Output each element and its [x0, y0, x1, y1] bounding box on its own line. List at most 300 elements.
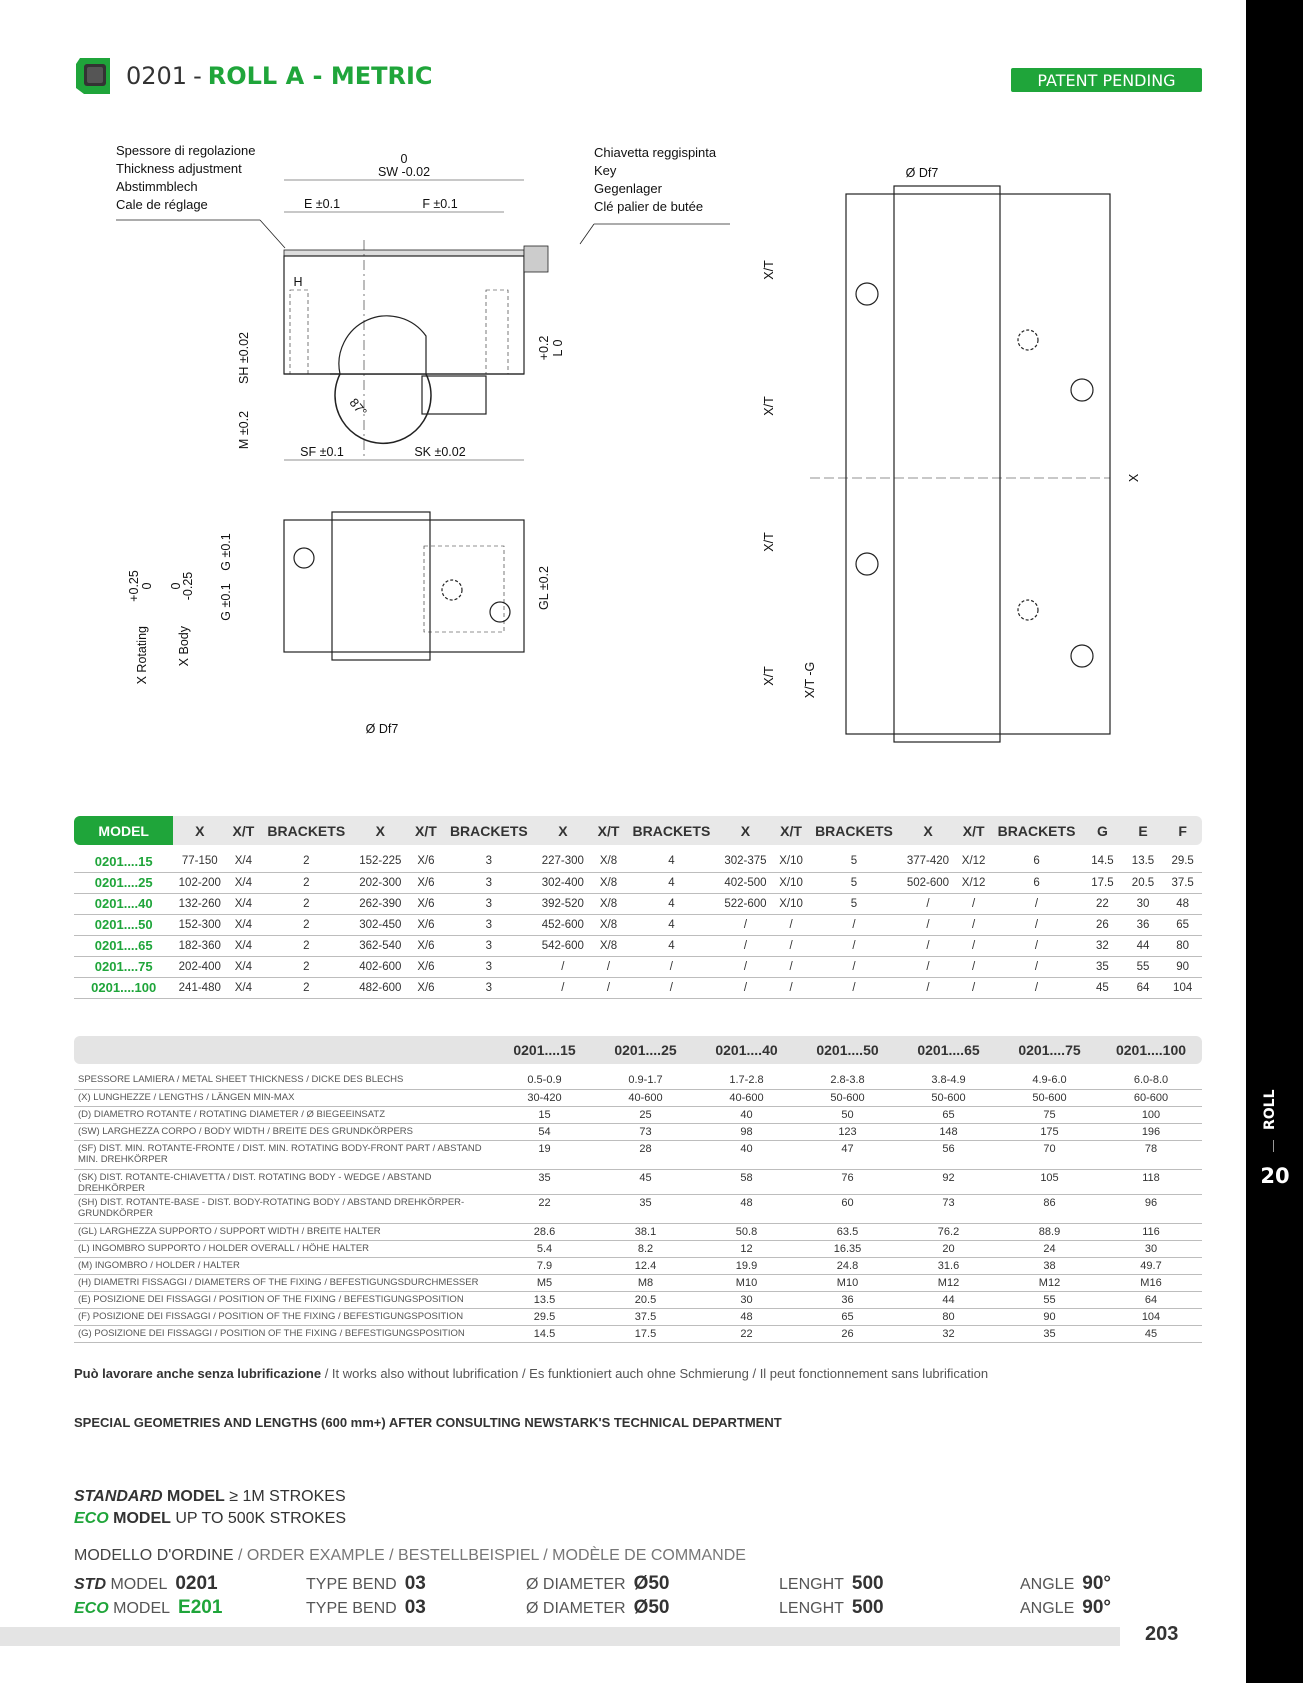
spec-label-cell: (E) POSIZIONE DEI FISSAGGI / POSITION OF THE FIXING / BEFESTIGUNGSPOSITION: [74, 1291, 494, 1308]
table-cell: 2: [261, 914, 352, 935]
top-view: [284, 512, 524, 660]
callout-right: [594, 145, 717, 214]
spec-value-cell: 6.0-8.0: [1100, 1072, 1202, 1089]
spec-value-cell: 75: [999, 1106, 1100, 1123]
model-code-cell: 0201....65: [74, 935, 173, 956]
svg-text:L 0: L 0: [551, 339, 565, 357]
table-cell: /: [991, 935, 1082, 956]
table-row: [74, 1325, 1202, 1342]
table-cell: 377-420: [900, 851, 957, 872]
spec-value-cell: M8: [595, 1274, 696, 1291]
svg-text:SK ±0.02: SK ±0.02: [414, 445, 466, 459]
svg-text:X/T: X/T: [762, 396, 776, 416]
table-cell: 44: [1123, 935, 1164, 956]
table-cell: 14.5: [1082, 851, 1123, 872]
table-cell: 4: [626, 851, 717, 872]
table-cell: /: [956, 914, 990, 935]
table-cell: 3: [443, 914, 534, 935]
table-cell: X/6: [409, 956, 443, 977]
table-cell: /: [534, 956, 591, 977]
table-cell: /: [808, 977, 899, 998]
table-cell: X/4: [226, 872, 260, 893]
model-code-cell: 0201....75: [74, 956, 173, 977]
spec-value-cell: 22: [696, 1325, 797, 1342]
table-row: [74, 893, 1202, 914]
table-cell: 2: [261, 851, 352, 872]
spec-value-cell: 40: [696, 1106, 797, 1123]
spec-value-cell: 28.6: [494, 1223, 595, 1240]
spec-value-cell: 30-420: [494, 1089, 595, 1106]
table-row: [74, 956, 1202, 977]
table-cell: 3: [443, 956, 534, 977]
table-cell: /: [956, 977, 990, 998]
table-cell: 20.5: [1123, 872, 1164, 893]
spec-value-cell: 98: [696, 1123, 797, 1140]
model-code-cell: 0201....100: [74, 977, 173, 998]
spec-value-cell: 104: [1100, 1308, 1202, 1325]
spec-label-cell: (F) POSIZIONE DEI FISSAGGI / POSITION OF THE FIXING / BEFESTIGUNGSPOSITION: [74, 1308, 494, 1325]
table-cell: 30: [1123, 893, 1164, 914]
spec-value-cell: 118: [1100, 1169, 1202, 1194]
svg-text:F ±0.1: F ±0.1: [422, 197, 458, 211]
table-cell: /: [626, 956, 717, 977]
svg-text:Ø Df7: Ø Df7: [905, 166, 939, 180]
table-cell: 402-600: [352, 956, 409, 977]
table-row: [74, 1274, 1202, 1291]
table-cell: /: [808, 935, 899, 956]
spec-value-cell: 37.5: [595, 1308, 696, 1325]
table-cell: 182-360: [173, 935, 226, 956]
spec-value-cell: 24.8: [797, 1257, 898, 1274]
spec-value-cell: 45: [595, 1169, 696, 1194]
svg-text:+0.2: +0.2: [537, 335, 551, 361]
table-cell: 502-600: [900, 872, 957, 893]
spec-label-cell: (SK) DIST. ROTANTE-CHIAVETTA / DIST. ROTATING BODY - WEDGE / ABSTAND DREHKÖRPER: [74, 1169, 494, 1194]
svg-text:SH ±0.02: SH ±0.02: [237, 331, 251, 385]
spec-value-cell: 40: [696, 1140, 797, 1169]
spec-value-cell: 56: [898, 1140, 999, 1169]
table-cell: 452-600: [534, 914, 591, 935]
svg-text:SW -0.02: SW -0.02: [377, 165, 431, 179]
spec-value-cell: M10: [797, 1274, 898, 1291]
table-cell: 132-260: [173, 893, 226, 914]
spec-value-cell: 100: [1100, 1106, 1202, 1123]
table-row: [74, 1106, 1202, 1123]
spec-value-cell: 38: [999, 1257, 1100, 1274]
table-cell: X/6: [409, 872, 443, 893]
table-cell: X/10: [774, 851, 808, 872]
table-cell: 13.5: [1123, 851, 1164, 872]
spec-value-cell: 76.2: [898, 1223, 999, 1240]
table-cell: 302-375: [717, 851, 774, 872]
lubrication-note-main: Può lavorare anche senza lubrificazione: [74, 1366, 322, 1381]
svg-text:G ±0.1: G ±0.1: [219, 533, 233, 571]
svg-text:X Rotating: X Rotating: [135, 626, 149, 685]
table-cell: X/10: [774, 893, 808, 914]
specs-table: [74, 1036, 1202, 1343]
table-cell: 3: [443, 893, 534, 914]
brackets-table-header: MODEL X X/T BRACKETS X X/T BRACKETS X X/T BRACKETS X X/T BRACKETS X X/T BRACKETS G E F: [74, 816, 1202, 845]
table-cell: 3: [443, 977, 534, 998]
table-cell: 152-300: [173, 914, 226, 935]
spec-value-cell: 29.5: [494, 1308, 595, 1325]
spec-value-cell: 7.9: [494, 1257, 595, 1274]
spec-value-cell: 5.4: [494, 1240, 595, 1257]
table-cell: /: [956, 893, 990, 914]
spec-value-cell: 116: [1100, 1223, 1202, 1240]
spec-value-cell: 20.5: [595, 1291, 696, 1308]
table-cell: X/8: [591, 935, 625, 956]
order-row-eco: ECO MODEL E201 TYPE BEND 03 Ø DIAMETER Ø50 LENGHT 500 ANGLE 90°: [74, 1597, 1111, 1618]
model-code-cell: 0201....40: [74, 893, 173, 914]
spec-value-cell: 92: [898, 1169, 999, 1194]
spec-value-cell: 50: [797, 1106, 898, 1123]
svg-text:M ±0.2: M ±0.2: [237, 410, 251, 450]
table-cell: 152-225: [352, 851, 409, 872]
brand-logo-icon: [74, 54, 116, 98]
svg-text:Ø Df7: Ø Df7: [365, 722, 399, 736]
spec-value-cell: 47: [797, 1140, 898, 1169]
spec-value-cell: 30: [1100, 1240, 1202, 1257]
spec-label-cell: SPESSORE LAMIERA / METAL SHEET THICKNESS / DICKE DES BLECHS: [74, 1072, 494, 1089]
spec-value-cell: 78: [1100, 1140, 1202, 1169]
spec-value-cell: 80: [898, 1308, 999, 1325]
page-title-dash: -: [193, 62, 202, 90]
svg-text:87°: 87°: [346, 395, 370, 420]
spec-value-cell: M10: [696, 1274, 797, 1291]
svg-text:Thickness adjustment: Thickness adjustment: [116, 161, 242, 176]
table-row: [74, 1240, 1202, 1257]
spec-value-cell: 123: [797, 1123, 898, 1140]
table-cell: 32: [1082, 935, 1123, 956]
table-cell: /: [991, 956, 1082, 977]
spec-label-cell: (GL) LARGHEZZA SUPPORTO / SUPPORT WIDTH / BREITE HALTER: [74, 1223, 494, 1240]
spec-value-cell: 17.5: [595, 1325, 696, 1342]
special-geometries-note: SPECIAL GEOMETRIES AND LENGTHS (600 mm+) AFTER CONSULTING NEWSTARK'S TECHNICAL DEPARTMENT: [74, 1415, 782, 1430]
table-cell: 45: [1082, 977, 1123, 998]
table-cell: X/8: [591, 851, 625, 872]
table-row: [74, 914, 1202, 935]
spec-label-cell: (X) LUNGHEZZE / LENGTHS / LÄNGEN MIN-MAX: [74, 1089, 494, 1106]
table-cell: 2: [261, 977, 352, 998]
table-cell: /: [774, 914, 808, 935]
table-row: [74, 977, 1202, 998]
spec-value-cell: 175: [999, 1123, 1100, 1140]
spec-value-cell: 86: [999, 1194, 1100, 1223]
table-cell: 302-450: [352, 914, 409, 935]
table-cell: 22: [1082, 893, 1123, 914]
spec-value-cell: 44: [898, 1291, 999, 1308]
table-cell: 4: [626, 893, 717, 914]
table-cell: 3: [443, 872, 534, 893]
table-row: [74, 1291, 1202, 1308]
svg-text:0: 0: [140, 582, 154, 590]
table-cell: 4: [626, 914, 717, 935]
spec-label-cell: (SW) LARGHEZZA CORPO / BODY WIDTH / BREITE DES GRUNDKÖRPERS: [74, 1123, 494, 1140]
model-code-cell: 0201....25: [74, 872, 173, 893]
svg-text:Abstimmblech: Abstimmblech: [116, 179, 198, 194]
table-cell: /: [626, 977, 717, 998]
spec-value-cell: 70: [999, 1140, 1100, 1169]
spec-value-cell: 54: [494, 1123, 595, 1140]
spec-value-cell: 45: [1100, 1325, 1202, 1342]
brackets-table-body: [74, 845, 1202, 998]
table-cell: 102-200: [173, 872, 226, 893]
table-cell: 77-150: [173, 851, 226, 872]
table-cell: X/4: [226, 851, 260, 872]
front-view: [284, 240, 548, 460]
order-example-title: MODELLO D'ORDINE / ORDER EXAMPLE / BESTELLBEISPIEL / MODÈLE DE COMMANDE: [74, 1547, 746, 1564]
table-cell: 3: [443, 935, 534, 956]
spec-value-cell: 55: [999, 1291, 1100, 1308]
table-cell: /: [991, 893, 1082, 914]
table-cell: 37.5: [1163, 872, 1202, 893]
table-row: [74, 1123, 1202, 1140]
table-cell: X/12: [956, 851, 990, 872]
table-cell: 362-540: [352, 935, 409, 956]
spec-value-cell: 88.9: [999, 1223, 1100, 1240]
table-cell: /: [717, 914, 774, 935]
svg-text:+0.25: +0.25: [127, 570, 141, 602]
spec-value-cell: 50-600: [999, 1089, 1100, 1106]
table-cell: 3: [443, 851, 534, 872]
table-cell: 55: [1123, 956, 1164, 977]
side-separator: [1273, 1140, 1274, 1152]
svg-text:Cale de réglage: Cale de réglage: [116, 197, 208, 212]
table-cell: 302-400: [534, 872, 591, 893]
svg-text:H: H: [293, 275, 303, 289]
table-cell: X/6: [409, 914, 443, 935]
table-cell: X/4: [226, 893, 260, 914]
spec-value-cell: 13.5: [494, 1291, 595, 1308]
svg-text:0: 0: [169, 582, 183, 590]
spec-value-cell: 0.5-0.9: [494, 1072, 595, 1089]
table-cell: X/4: [226, 977, 260, 998]
lubrication-note: [74, 1366, 988, 1381]
table-cell: 4: [626, 872, 717, 893]
bottom-bar: [0, 1627, 1120, 1646]
table-cell: 2: [261, 956, 352, 977]
model-code-cell: 0201....15: [74, 851, 173, 872]
table-cell: /: [956, 956, 990, 977]
table-cell: X/6: [409, 935, 443, 956]
callout-left: [116, 143, 255, 212]
table-row: [74, 1308, 1202, 1325]
svg-text:X: X: [1127, 473, 1141, 483]
table-cell: X/10: [774, 872, 808, 893]
spec-value-cell: 12: [696, 1240, 797, 1257]
table-cell: X/4: [226, 956, 260, 977]
page-title-code: 0201: [126, 62, 188, 90]
spec-value-cell: 19: [494, 1140, 595, 1169]
table-cell: /: [900, 935, 957, 956]
svg-text:Spessore di regolazione: Spessore di regolazione: [116, 143, 256, 158]
table-cell: /: [717, 956, 774, 977]
spec-label-cell: (L) INGOMBRO SUPPORTO / HOLDER OVERALL / HÖHE HALTER: [74, 1240, 494, 1257]
table-cell: 65: [1163, 914, 1202, 935]
svg-text:SF ±0.1: SF ±0.1: [300, 445, 344, 459]
side-view: [810, 186, 1110, 742]
svg-text:X/T: X/T: [762, 260, 776, 280]
patent-pending-badge: PATENT PENDING: [1011, 68, 1202, 92]
spec-value-cell: 22: [494, 1194, 595, 1223]
spec-value-cell: 196: [1100, 1123, 1202, 1140]
table-cell: 2: [261, 935, 352, 956]
spec-value-cell: 60-600: [1100, 1089, 1202, 1106]
spec-value-cell: 15: [494, 1106, 595, 1123]
spec-value-cell: 24: [999, 1240, 1100, 1257]
spec-value-cell: 2.8-3.8: [797, 1072, 898, 1089]
svg-text:Gegenlager: Gegenlager: [594, 181, 662, 196]
svg-text:Key: Key: [594, 163, 617, 178]
table-cell: /: [774, 977, 808, 998]
table-cell: /: [808, 914, 899, 935]
spec-label-cell: (SH) DIST. ROTANTE-BASE - DIST. BODY-ROTATING BODY / ABSTAND DREHKÖRPER-GRUNDKÖRPER: [74, 1194, 494, 1223]
spec-value-cell: 28: [595, 1140, 696, 1169]
table-cell: 35: [1082, 956, 1123, 977]
spec-value-cell: 90: [999, 1308, 1100, 1325]
spec-value-cell: 40-600: [696, 1089, 797, 1106]
model-types: [74, 1486, 346, 1530]
spec-value-cell: 0.9-1.7: [595, 1072, 696, 1089]
table-cell: 542-600: [534, 935, 591, 956]
svg-text:G ±0.1: G ±0.1: [219, 583, 233, 621]
table-row: [74, 872, 1202, 893]
spec-value-cell: 16.35: [797, 1240, 898, 1257]
table-row: [74, 1194, 1202, 1223]
table-cell: 392-520: [534, 893, 591, 914]
svg-text:0: 0: [400, 152, 408, 166]
page-title-name: ROLL A - METRIC: [207, 62, 433, 90]
table-cell: 104: [1163, 977, 1202, 998]
spec-value-cell: 58: [696, 1169, 797, 1194]
spec-value-cell: 50-600: [797, 1089, 898, 1106]
spec-value-cell: 49.7: [1100, 1257, 1202, 1274]
table-cell: 29.5: [1163, 851, 1202, 872]
spec-value-cell: 73: [898, 1194, 999, 1223]
spec-value-cell: 105: [999, 1169, 1100, 1194]
table-cell: 48: [1163, 893, 1202, 914]
order-row-std: STD MODEL 0201 TYPE BEND 03 Ø DIAMETER Ø50 LENGHT 500 ANGLE 90°: [74, 1573, 1111, 1594]
spec-value-cell: M5: [494, 1274, 595, 1291]
table-cell: 402-500: [717, 872, 774, 893]
specs-table-body: [74, 1064, 1202, 1342]
side-dimensions: [762, 166, 1141, 698]
spec-value-cell: 26: [797, 1325, 898, 1342]
spec-value-cell: 148: [898, 1123, 999, 1140]
spec-value-cell: 35: [595, 1194, 696, 1223]
table-cell: /: [591, 956, 625, 977]
table-cell: /: [991, 914, 1082, 935]
table-cell: /: [717, 935, 774, 956]
spec-value-cell: 30: [696, 1291, 797, 1308]
table-cell: 6: [991, 872, 1082, 893]
svg-text:X/T: X/T: [762, 532, 776, 552]
spec-value-cell: 8.2: [595, 1240, 696, 1257]
table-cell: X/8: [591, 872, 625, 893]
table-cell: X/4: [226, 935, 260, 956]
svg-text:GL ±0.2: GL ±0.2: [537, 566, 551, 610]
spec-value-cell: 65: [898, 1106, 999, 1123]
eco-model-line: ECO MODEL UP TO 500K STROKES: [74, 1510, 347, 1527]
table-cell: 202-300: [352, 872, 409, 893]
table-cell: 262-390: [352, 893, 409, 914]
page-header: [74, 52, 433, 100]
spec-value-cell: 32: [898, 1325, 999, 1342]
table-cell: 26: [1082, 914, 1123, 935]
spec-value-cell: 25: [595, 1106, 696, 1123]
lubrication-note-rest: / It works also without lubrification / Es funktioniert auch ohne Schmierung / Il peut fonctionnement sans lubrification: [321, 1366, 989, 1381]
table-row: [74, 1223, 1202, 1240]
table-cell: 90: [1163, 956, 1202, 977]
front-dimensions: [237, 152, 565, 460]
table-row: [74, 851, 1202, 872]
table-cell: /: [808, 956, 899, 977]
spec-value-cell: 35: [494, 1169, 595, 1194]
page-number: 203: [1145, 1623, 1179, 1645]
table-cell: X/6: [409, 977, 443, 998]
table-cell: 4: [626, 935, 717, 956]
spec-value-cell: M12: [999, 1274, 1100, 1291]
table-row: [74, 1257, 1202, 1274]
side-bar: [1246, 0, 1303, 1683]
table-cell: X/8: [591, 893, 625, 914]
svg-text:-0.25: -0.25: [181, 571, 195, 601]
table-cell: /: [774, 956, 808, 977]
table-cell: 2: [261, 872, 352, 893]
spec-value-cell: 38.1: [595, 1223, 696, 1240]
table-cell: /: [991, 977, 1082, 998]
table-cell: 5: [808, 893, 899, 914]
table-cell: 64: [1123, 977, 1164, 998]
table-cell: /: [534, 977, 591, 998]
spec-value-cell: M12: [898, 1274, 999, 1291]
table-cell: 6: [991, 851, 1082, 872]
svg-text:X/T -G: X/T -G: [803, 661, 817, 699]
table-cell: 36: [1123, 914, 1164, 935]
table-cell: /: [717, 977, 774, 998]
table-cell: 5: [808, 851, 899, 872]
table-cell: X/6: [409, 851, 443, 872]
table-cell: X/8: [591, 914, 625, 935]
table-cell: 522-600: [717, 893, 774, 914]
table-row: [74, 1140, 1202, 1169]
table-cell: /: [900, 914, 957, 935]
top-dimensions: [127, 533, 551, 736]
spec-value-cell: 76: [797, 1169, 898, 1194]
table-cell: /: [774, 935, 808, 956]
spec-value-cell: 19.9: [696, 1257, 797, 1274]
spec-value-cell: 96: [1100, 1194, 1202, 1223]
standard-model-line: STANDARD MODEL ≥ 1M STROKES: [74, 1488, 346, 1505]
brackets-table: [74, 816, 1202, 999]
spec-label-cell: (H) DIAMETRI FISSAGGI / DIAMETERS OF THE FIXING / BEFESTIGUNGSDURCHMESSER: [74, 1274, 494, 1291]
spec-value-cell: 4.9-6.0: [999, 1072, 1100, 1089]
specs-table-header: 0201....15 0201....25 0201....40 0201....50 0201....65 0201....75 0201....100: [74, 1036, 1202, 1064]
table-cell: 5: [808, 872, 899, 893]
spec-value-cell: 63.5: [797, 1223, 898, 1240]
spec-value-cell: 65: [797, 1308, 898, 1325]
spec-value-cell: 1.7-2.8: [696, 1072, 797, 1089]
table-cell: /: [900, 977, 957, 998]
spec-value-cell: 64: [1100, 1291, 1202, 1308]
spec-label-cell: (SF) DIST. MIN. ROTANTE-FRONTE / DIST. MIN. ROTATING BODY-FRONT PART / ABSTAND MIN. DREHKÖRPER: [74, 1140, 494, 1169]
spec-value-cell: 31.6: [898, 1257, 999, 1274]
model-code-cell: 0201....50: [74, 914, 173, 935]
table-cell: 80: [1163, 935, 1202, 956]
table-cell: X/12: [956, 872, 990, 893]
spec-value-cell: 35: [999, 1325, 1100, 1342]
